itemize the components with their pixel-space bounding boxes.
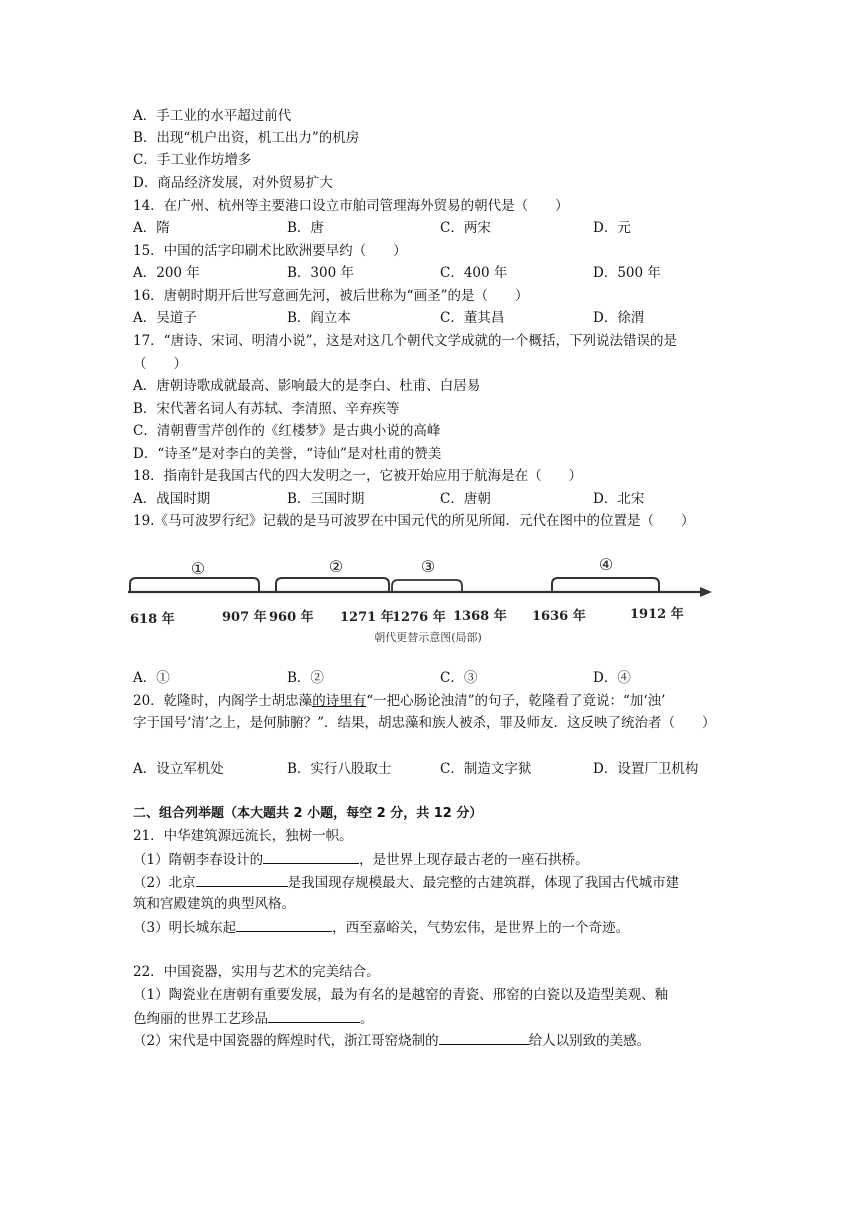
option: C．400 年	[440, 265, 508, 281]
year-label: 960 年	[269, 610, 314, 625]
option-line: D．“诗圣”是对李白的美誉，“诗仙”是对杜甫的赞美	[133, 446, 442, 462]
option: D．500 年	[593, 265, 661, 281]
answer-blank[interactable]	[236, 917, 332, 932]
year-label: 1368 年	[453, 609, 507, 624]
year-label: 907 年	[222, 610, 267, 625]
option-line: C．清朝曹雪芹创作的《红楼梦》是古典小说的高峰	[133, 423, 441, 439]
timeline-caption: 朝代更替示意图(局部)	[374, 631, 482, 644]
option-line: B．宋代著名词人有苏轼、李清照、辛弃疾等	[133, 401, 400, 417]
question-18: 18．指南针是我国古代的四大发明之一，它被开始应用于航海是在（ ）	[133, 468, 583, 484]
year-label: 1271 年	[340, 610, 394, 625]
question-21: 21．中华建筑源远流长，独树一帜。	[133, 828, 353, 844]
brace-3	[392, 580, 462, 592]
option: C．③	[440, 670, 478, 686]
option: B．唐	[287, 220, 324, 236]
options-20	[133, 759, 699, 779]
option-line: A．唐朝诗歌成就最高、影响最大的是李白、杜甫、白居易	[133, 378, 481, 394]
option: B．阎立本	[287, 310, 351, 326]
options-18	[133, 489, 693, 509]
year-label: 618 年	[130, 612, 175, 627]
year-label: 1912 年	[630, 607, 684, 622]
option: B．300 年	[287, 265, 354, 281]
option: D．徐渭	[593, 310, 645, 326]
q22-2-text: 给人以别致的美感。	[528, 1033, 651, 1049]
option: B．实行八股取士	[287, 761, 392, 777]
q21-3-text: ，西至嘉峪关，气势宏伟，是世界上的一个奇迹。	[332, 920, 630, 936]
timeline-arrow	[700, 587, 712, 597]
option: A．①	[133, 670, 170, 686]
dynasty-timeline-diagram	[128, 548, 718, 648]
question-20	[133, 691, 665, 711]
option-line: A．手工业的水平超过前代	[133, 108, 292, 124]
option: C．制造文字狱	[440, 761, 532, 777]
option: B．②	[287, 670, 324, 686]
q22-1-text: 。	[360, 1011, 374, 1027]
mark-2: ②	[328, 557, 344, 576]
question-20-cont: 字于国号‘清’之上，是何肺腑？”．结果，胡忠藻和族人被杀，罪及师友．这反映了统治者（ ）	[133, 715, 716, 731]
question-17-bracket: （ ）	[133, 356, 187, 372]
question-21-1	[133, 849, 589, 870]
q22-1-text: 色绚丽的世界工艺珍品	[133, 1011, 268, 1027]
brace-2	[276, 578, 389, 592]
options-16	[133, 308, 693, 328]
q21-1-text: ，是世界上现存最古老的一座石拱桥。	[359, 852, 589, 868]
q22-2-text: （2）宋代是中国瓷器的辉煌时代，浙江哥窑烧制的	[133, 1033, 439, 1049]
q20-text: 20．乾隆时，内阁学士胡忠藻	[133, 693, 313, 709]
question-16: 16．唐朝时期开后世写意画先河，被后世称为“画圣”的是（ ）	[133, 288, 529, 304]
section-heading: 二、组合列举题（本大题共 2 小题，每空 2 分，共 12 分）	[133, 806, 483, 821]
question-22-1: （1）陶瓷业在唐朝有重要发展，最为有名的是越窑的青瓷、邢窑的白瓷以及造型美观、釉	[133, 987, 669, 1003]
option: D．④	[593, 670, 631, 686]
brace-4	[552, 578, 659, 592]
options-14	[133, 218, 693, 238]
q21-3-text: （3）明长城东起	[133, 920, 237, 936]
q20-underlined: 的诗里有	[312, 693, 367, 709]
q20-text: “一把心肠论浊清”的句子，乾隆看了竟说：“加‘浊’	[366, 693, 666, 709]
options-19	[133, 668, 693, 688]
q21-1-text: （1）隋朝李春设计的	[133, 852, 264, 868]
option: A．吴道子	[133, 310, 197, 326]
option: A．设立军机处	[133, 761, 224, 777]
option: D．北宋	[593, 491, 645, 507]
mark-1: ①	[190, 559, 206, 578]
option: C．两宋	[440, 220, 491, 236]
question-21-3	[133, 917, 629, 938]
option-line: C．手工业作坊增多	[133, 152, 252, 168]
answer-blank[interactable]	[263, 849, 359, 864]
option: A．200 年	[133, 265, 200, 281]
mark-4: ④	[598, 555, 614, 574]
question-21-2-cont: 筑和宫殿建筑的典型风格。	[133, 896, 295, 912]
mark-3: ③	[420, 557, 436, 576]
option-line: D．商品经济发展，对外贸易扩大	[133, 175, 333, 191]
option: C．唐朝	[440, 491, 491, 507]
question-21-2	[133, 872, 679, 893]
question-14: 14．在广州、杭州等主要港口设立市舶司管理海外贸易的朝代是（ ）	[133, 198, 569, 214]
answer-blank[interactable]	[439, 1030, 529, 1045]
question-22: 22．中国瓷器，实用与艺术的完美结合。	[133, 964, 380, 980]
q21-2-text: （2）北京	[133, 875, 196, 891]
option: A．隋	[133, 220, 170, 236]
answer-blank[interactable]	[196, 872, 288, 887]
option-line: B．出现“机户出资，机工出力”的机房	[133, 130, 360, 146]
q21-2-text: 是我国现存规模最大、最完整的古建筑群，体现了我国古代城市建	[287, 875, 680, 891]
options-15	[133, 263, 693, 283]
question-15: 15．中国的活字印刷术比欧洲要早约（ ）	[133, 243, 407, 259]
option: A．战国时期	[133, 491, 211, 507]
option: B．三国时期	[287, 491, 365, 507]
question-19: 19.《马可波罗行纪》记载的是马可波罗在中国元代的所见所闻．元代在图中的位置是（ ）	[133, 513, 695, 529]
question-17: 17．“唐诗、宋词、明清小说”，这是对这几个朝代文学成就的一个概括，下列说法错误的是	[133, 333, 677, 349]
year-label: 1276 年	[392, 610, 446, 625]
option: D．元	[593, 220, 631, 236]
option: C．董其昌	[440, 310, 505, 326]
question-22-1-cont	[133, 1008, 374, 1029]
option: D．设置厂卫机构	[593, 761, 699, 777]
question-22-2	[133, 1030, 650, 1051]
year-label: 1636 年	[532, 609, 586, 624]
brace-1	[130, 578, 259, 592]
answer-blank[interactable]	[268, 1008, 360, 1023]
